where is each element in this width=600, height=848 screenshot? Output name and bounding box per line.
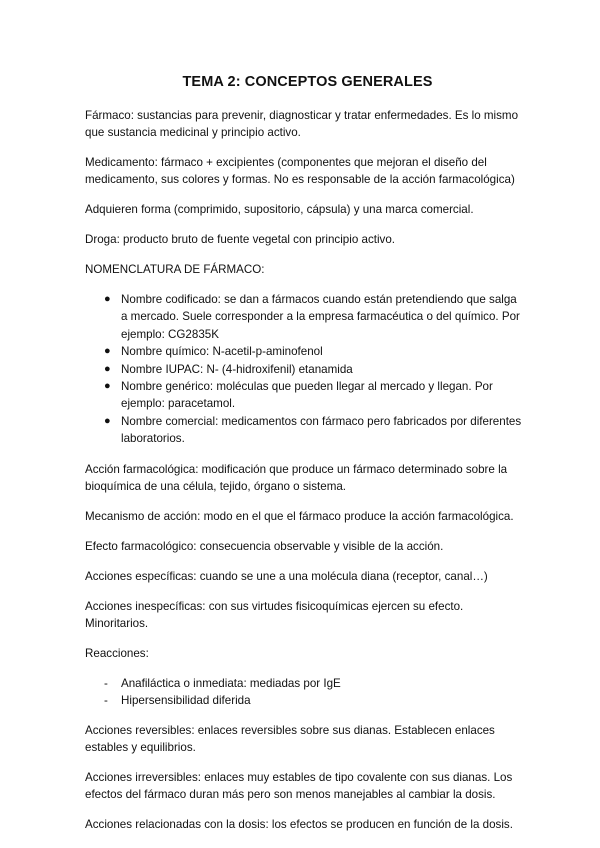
list-item-text: Nombre comercial: medicamentos con fármaco pero fabricados por diferentes laboratorios.	[121, 414, 522, 446]
list-item-text: Nombre IUPAC: N- (4-hidroxifenil) etanamida	[121, 362, 353, 376]
paragraph-farmaco: Fármaco: sustancias para prevenir, diagnosticar y tratar enfermedades. Es lo mismo que sustancia medicinal y principio activo.	[85, 109, 519, 139]
list-item-text: Hipersensibilidad diferida	[121, 693, 251, 707]
paragraph-mecanismo-accion: Mecanismo de acción: modo en el que el fármaco produce la acción farmacológica.	[85, 509, 514, 523]
list-item	[85, 378, 522, 413]
bullet-icon: ●	[104, 293, 111, 305]
page-title: TEMA 2: CONCEPTOS GENERALES	[182, 74, 433, 90]
paragraph-accion-farmacologica: Acción farmacológica: modificación que produce un fármaco determinado sobre la bioquímica de una célula, tejido, órgano o sistema.	[85, 462, 508, 493]
section-heading-nomenclatura: NOMENCLATURA DE FÁRMACO:	[85, 263, 265, 276]
paragraph-reacciones: Reacciones:	[85, 646, 149, 660]
list-item-text: Nombre genérico: moléculas que pueden llegar al mercado y llegan. Por ejemplo: paracetamol.	[121, 380, 493, 411]
list-item	[85, 343, 522, 360]
nomenclature-list	[85, 291, 522, 448]
list-item-text: Nombre codificado: se dan a fármacos cuando están pretendiendo que salga a mercado. Suele corresponder a la empresa farmacéutica o del químico. Por ejemplo: CG2835K	[121, 293, 520, 341]
list-item	[85, 413, 522, 448]
paragraph-acciones-irreversibles: Acciones irreversibles: enlaces muy estables de tipo covalente con sus dianas. Los efectos del fármaco duran más pero son menos manejables al cambiar la dosis.	[85, 770, 513, 801]
paragraph-acciones-reversibles: Acciones reversibles: enlaces reversibles sobre sus dianas. Establecen enlaces estables y equilibrios.	[85, 723, 495, 754]
paragraph-medicamento: Medicamento: fármaco + excipientes (componentes que mejoran el diseño del medicamento, sus colores y formas. No es responsable de la acción farmacológica)	[85, 156, 515, 186]
list-item	[85, 361, 522, 378]
list-item	[85, 675, 522, 692]
list-item	[85, 291, 522, 343]
bullet-icon: ●	[104, 362, 111, 375]
paragraph-efecto-farmacologico: Efecto farmacológico: consecuencia observable y visible de la acción.	[85, 539, 444, 553]
dash-icon: -	[104, 676, 108, 690]
list-item-text: Nombre químico: N-acetil-p-aminofenol	[121, 345, 323, 359]
bullet-icon: ●	[104, 414, 111, 427]
bullet-icon: ●	[104, 345, 111, 358]
paragraph-acciones-especificas: Acciones específicas: cuando se une a una molécula diana (receptor, canal…)	[85, 569, 488, 583]
list-item-text: Anafiláctica o inmediata: mediadas por IgE	[121, 676, 341, 690]
paragraph-acciones-inespecificas: Acciones inespecíficas: con sus virtudes fisicoquímicas ejercen su efecto. Minoritarios.	[85, 599, 464, 630]
paragraph-acciones-dosis: Acciones relacionadas con la dosis: los efectos se producen en función de la dosis.	[85, 817, 513, 831]
list-item	[85, 692, 522, 709]
bullet-icon: ●	[104, 380, 111, 393]
dash-icon: -	[104, 693, 108, 707]
paragraph-droga: Droga: producto bruto de fuente vegetal con principio activo.	[85, 233, 396, 246]
paragraph-adquieren-forma: Adquieren forma (comprimido, supositorio, cápsula) y una marca comercial.	[85, 203, 474, 216]
reactions-list	[85, 675, 522, 709]
